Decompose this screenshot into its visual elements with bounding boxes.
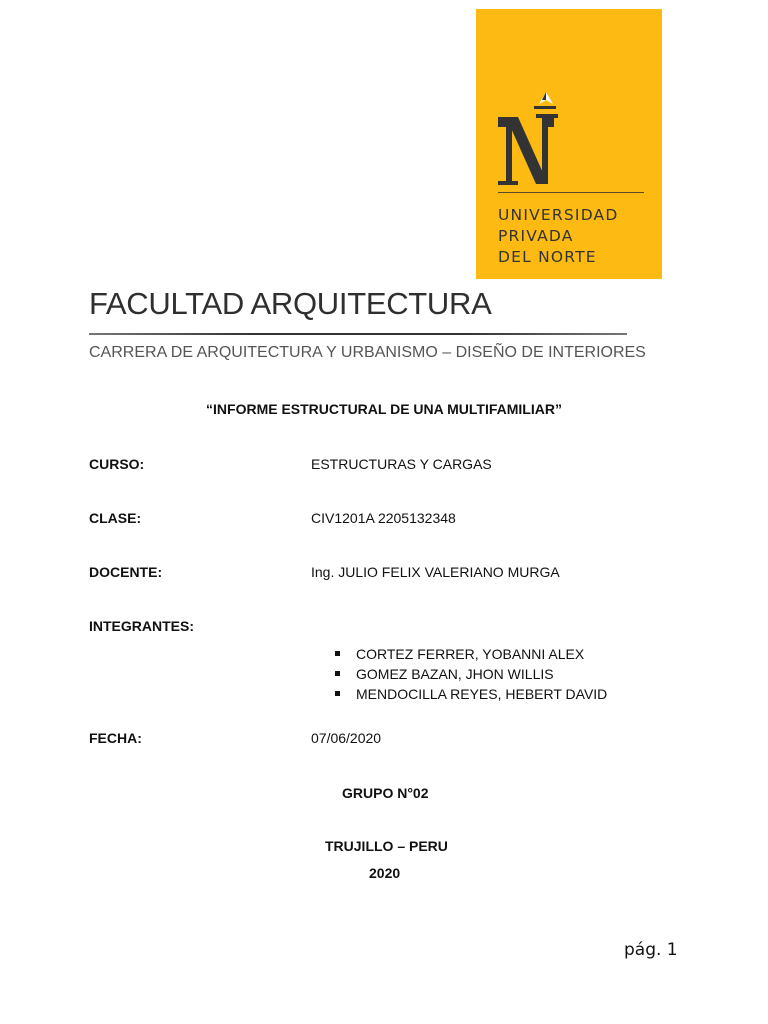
clase-value: CIV1201A 2205132348	[311, 510, 456, 526]
list-item: CORTEZ FERRER, YOBANNI ALEX	[335, 644, 607, 664]
logo-n-emblem-icon	[476, 9, 662, 189]
university-logo	[476, 9, 662, 279]
title-divider	[89, 333, 627, 335]
location: TRUJILLO – PERU	[325, 838, 448, 854]
docente-value: Ing. JULIO FELIX VALERIANO MURGA	[311, 564, 560, 580]
page-number: pág. 1	[624, 940, 678, 960]
logo-wordmark	[498, 205, 619, 268]
fecha-label: FECHA:	[89, 730, 142, 746]
year: 2020	[369, 865, 401, 881]
list-item: MENDOCILLA REYES, HEBERT DAVID	[335, 684, 607, 704]
logo-line-2: PRIVADA	[498, 227, 574, 245]
report-title: “INFORME ESTRUCTURAL DE UNA MULTIFAMILIAR”	[206, 401, 562, 417]
members-list	[335, 644, 607, 704]
logo-line-1: UNIVERSIDAD	[498, 206, 619, 224]
career-subtitle: CARRERA DE ARQUITECTURA Y URBANISMO – DISEÑO DE INTERIORES	[89, 344, 646, 361]
integrantes-label: INTEGRANTES:	[89, 618, 194, 634]
list-item: GOMEZ BAZAN, JHON WILLIS	[335, 664, 607, 684]
curso-label: CURSO:	[89, 456, 145, 472]
logo-line-3: DEL NORTE	[498, 248, 597, 266]
curso-value: ESTRUCTURAS Y CARGAS	[311, 456, 492, 472]
docente-label: DOCENTE:	[89, 564, 163, 580]
faculty-title: FACULTAD ARQUITECTURA	[89, 286, 492, 321]
group-number: GRUPO N°02	[342, 785, 429, 801]
logo-divider	[498, 192, 644, 193]
fecha-value: 07/06/2020	[311, 730, 382, 746]
clase-label: CLASE:	[89, 510, 142, 526]
